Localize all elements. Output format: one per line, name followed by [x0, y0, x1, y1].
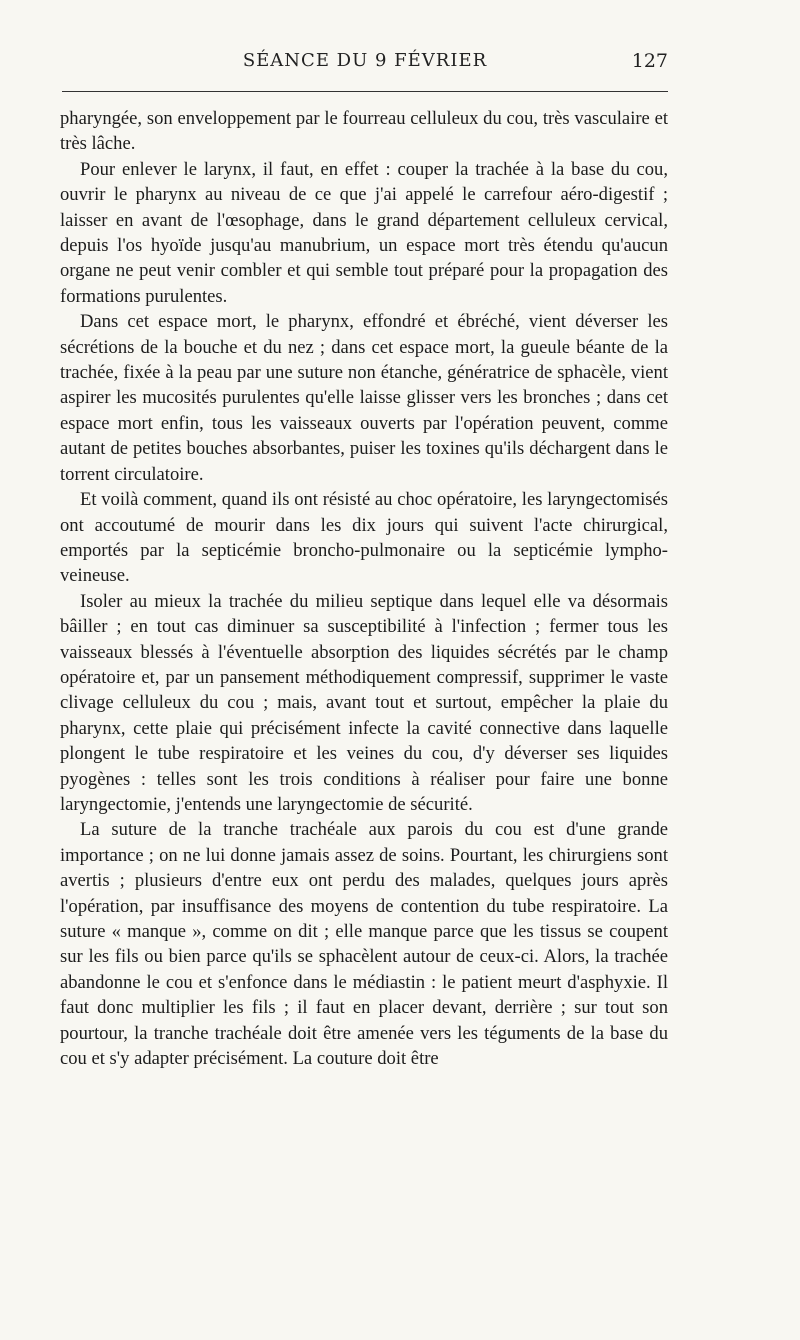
- page-header: [62, 50, 668, 80]
- running-head: SÉANCE DU 9 FÉVRIER: [242, 50, 488, 71]
- body-text: [60, 106, 668, 1071]
- paragraph: Dans cet espace mort, le pharynx, effondré et ébréché, vient déverser les sécrétions de la bouche et du nez ; dans cet espace mort, la gueule béante de la trachée, fixée à la peau par une suture non étanche, génératrice de sphacèle, vient aspirer les mucosités purulentes qu'elle laisse glisser vers les bronches ; dans cet espace mort enfin, tous les vaisseaux ouverts par l'opération peuvent, comme autant de petites bouches absorbantes, puiser les toxines qu'ils déchargent dans le torrent circulatoire.: [60, 311, 668, 485]
- paragraph: Pour enlever le larynx, il faut, en effet : couper la trachée à la base du cou, ouvrir le pharynx au niveau de ce que j'ai appelé le carrefour aéro-digestif ; laisser en avant de l'œsophage, dans le grand département celluleux cervical, depuis l'os hyoïde jusqu'au manubrium, un espace mort très étendu qu'aucun organe ne peut venir combler et qui semble tout préparé pour la propagation des formations purulentes.: [60, 158, 668, 307]
- paragraph: Isoler au mieux la trachée du milieu septique dans lequel elle va désormais bâiller ; en tout cas diminuer sa susceptibilité à l'infection ; fermer tous les vaisseaux blessés à l'éventuelle absorption des liquides sécrétés par le champ opératoire et, par un pansement méthodiquement compressif, supprimer le vaste clivage celluleux du cou ; mais, avant tout et surtout, empêcher la plaie du pharynx, cette plaie qui précisément infecte la cavité connective dans laquelle plongent le tube respiratoire et les veines du cou, d'y déverser ses liquides pyogènes : telles sont les trois conditions à réaliser pour faire une bonne laryngectomie, j'entends une laryngectomie de sécurité.: [60, 590, 668, 815]
- page-number: 127: [631, 50, 668, 72]
- paragraph: Et voilà comment, quand ils ont résisté au choc opératoire, les laryngectomisés ont accoutumé de mourir dans les dix jours qui suivent l'acte chirurgical, emportés par la septicémie broncho-pulmonaire ou la septicémie lympho-veineuse.: [60, 489, 668, 587]
- paragraph: pharyngée, son enveloppement par le fourreau celluleux du cou, très vasculaire et très lâche.: [60, 108, 668, 155]
- paragraph: La suture de la tranche trachéale aux parois du cou est d'une grande importance ; on ne lui donne jamais assez de soins. Pourtant, les chirurgiens sont avertis ; plusieurs d'entre eux ont perdu des malades, quelques jours après l'opération, par insuffisance des moyens de contention du tube respiratoire. La suture « manque », comme on dit ; elle manque parce que les tissus se coupent sur les fils ou bien parce qu'ils se sphacèlent autour de ceux-ci. Alors, la trachée abandonne le cou et s'enfonce dans le médiastin : le patient meurt d'asphyxie. Il faut donc multiplier les fils ; il faut en placer devant, derrière ; sur tout son pourtour, la tranche trachéale doit être amenée vers les téguments de la base du cou et s'y adapter précisément. La couture doit être: [60, 819, 668, 1070]
- header-rule: [62, 91, 668, 92]
